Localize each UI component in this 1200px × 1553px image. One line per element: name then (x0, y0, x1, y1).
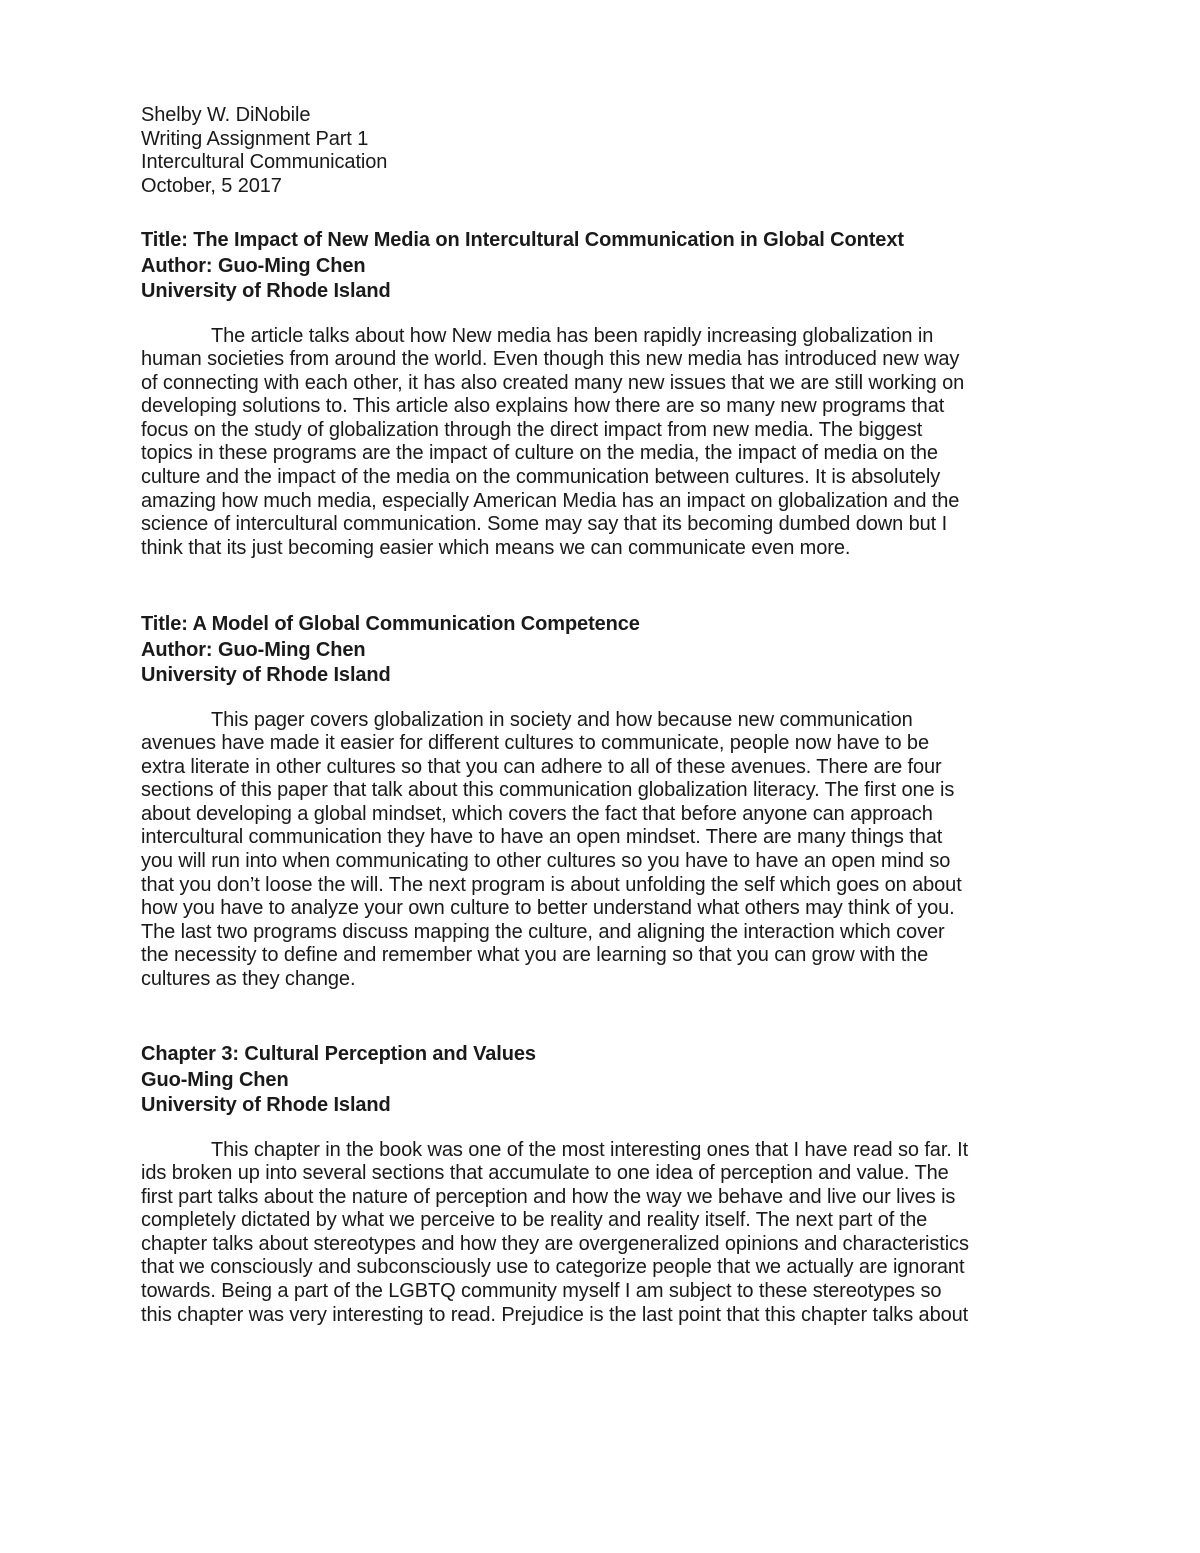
body-line: about developing a global mindset, which covers the fact that before anyone can approach (141, 802, 933, 825)
summary-section-2 (141, 612, 1066, 992)
article-author: Author: Guo-Ming Chen (141, 638, 366, 661)
body-line: This pager covers globalization in society and how because new communication (211, 708, 913, 731)
assignment-title: Writing Assignment Part 1 (141, 127, 369, 150)
chapter-title: Chapter 3: Cultural Perception and Values (141, 1043, 536, 1065)
body-line: amazing how much media, especially American Media has an impact on globalization and the (141, 489, 960, 512)
body-line: human societies from around the world. Even though this new media has introduced new way (141, 348, 960, 371)
body-line: completely dictated by what we perceive to be reality and reality itself. The next part of the (141, 1209, 928, 1232)
document-date: October, 5 2017 (141, 174, 282, 197)
author-name: Shelby W. DiNobile (141, 104, 311, 126)
summary-section-3 (141, 1042, 1066, 1327)
body-line: that we consciously and subconsciously use to categorize people that we actually are ignorant (141, 1256, 965, 1279)
body-line: ids broken up into several sections that accumulate to one idea of perception and value. The (141, 1162, 949, 1185)
body-line: chapter talks about stereotypes and how they are overgeneralized opinions and characteristics (141, 1232, 969, 1255)
body-line: the necessity to define and remember what you are learning so that you can grow with the (141, 944, 929, 967)
body-line: that you don’t loose the will. The next program is about unfolding the self which goes on about (141, 873, 962, 896)
body-line: extra literate in other cultures so that you can adhere to all of these avenues. There are four (141, 755, 942, 778)
body-line: focus on the study of globalization through the direct impact from new media. The biggest (141, 418, 923, 441)
document-page (141, 104, 1066, 1326)
body-line: science of intercultural communication. Some may say that its becoming dumbed down but I (141, 513, 948, 536)
body-line: think that its just becoming easier which means we can communicate even more. (141, 536, 851, 559)
article-institution: University of Rhode Island (141, 664, 391, 686)
body-line: you will run into when communicating to other cultures so you have to have an open mind so (141, 850, 951, 873)
section-body (141, 1139, 1066, 1328)
section-body (141, 709, 1066, 992)
article-institution: University of Rhode Island (141, 280, 391, 302)
body-line: sections of this paper that talk about this communication globalization literacy. The first one is (141, 779, 955, 802)
body-line: The article talks about how New media has been rapidly increasing globalization in (211, 324, 934, 347)
section-heading (141, 228, 1066, 305)
body-line: first part talks about the nature of perception and how the way we behave and live our lives is (141, 1185, 956, 1208)
body-line: how you have to analyze your own culture to better understand what others may think of you. (141, 897, 955, 920)
section-heading (141, 612, 1066, 689)
body-line: developing solutions to. This article also explains how there are so many new programs that (141, 395, 945, 418)
body-line: of connecting with each other, it has also created many new issues that we are still working on (141, 371, 965, 394)
article-title: Title: A Model of Global Communication Competence (141, 613, 640, 635)
course-name: Intercultural Communication (141, 151, 388, 174)
body-line: avenues have made it easier for different cultures to communicate, people now have to be (141, 732, 929, 755)
body-line: this chapter was very interesting to read. Prejudice is the last point that this chapter talks about (141, 1303, 969, 1326)
body-line: towards. Being a part of the LGBTQ community myself I am subject to these stereotypes so (141, 1280, 942, 1303)
section-body (141, 325, 1066, 561)
body-line: The last two programs discuss mapping the culture, and aligning the interaction which cover (141, 920, 945, 943)
body-line: cultures as they change. (141, 968, 356, 991)
body-line: intercultural communication they have to have an open mindset. There are many things that (141, 826, 943, 849)
body-line: culture and the impact of the media on the communication between cultures. It is absolutely (141, 466, 941, 489)
chapter-institution: University of Rhode Island (141, 1094, 391, 1116)
body-line: topics in these programs are the impact of culture on the media, the impact of media on the (141, 442, 938, 465)
chapter-author: Guo-Ming Chen (141, 1068, 289, 1091)
body-line: This chapter in the book was one of the most interesting ones that I have read so far. It (211, 1138, 969, 1161)
article-title: Title: The Impact of New Media on Intercultural Communication in Global Context (141, 229, 904, 251)
section-heading (141, 1042, 1066, 1119)
document-header (141, 104, 1066, 198)
article-author: Author: Guo-Ming Chen (141, 254, 366, 277)
summary-section-1 (141, 228, 1066, 560)
